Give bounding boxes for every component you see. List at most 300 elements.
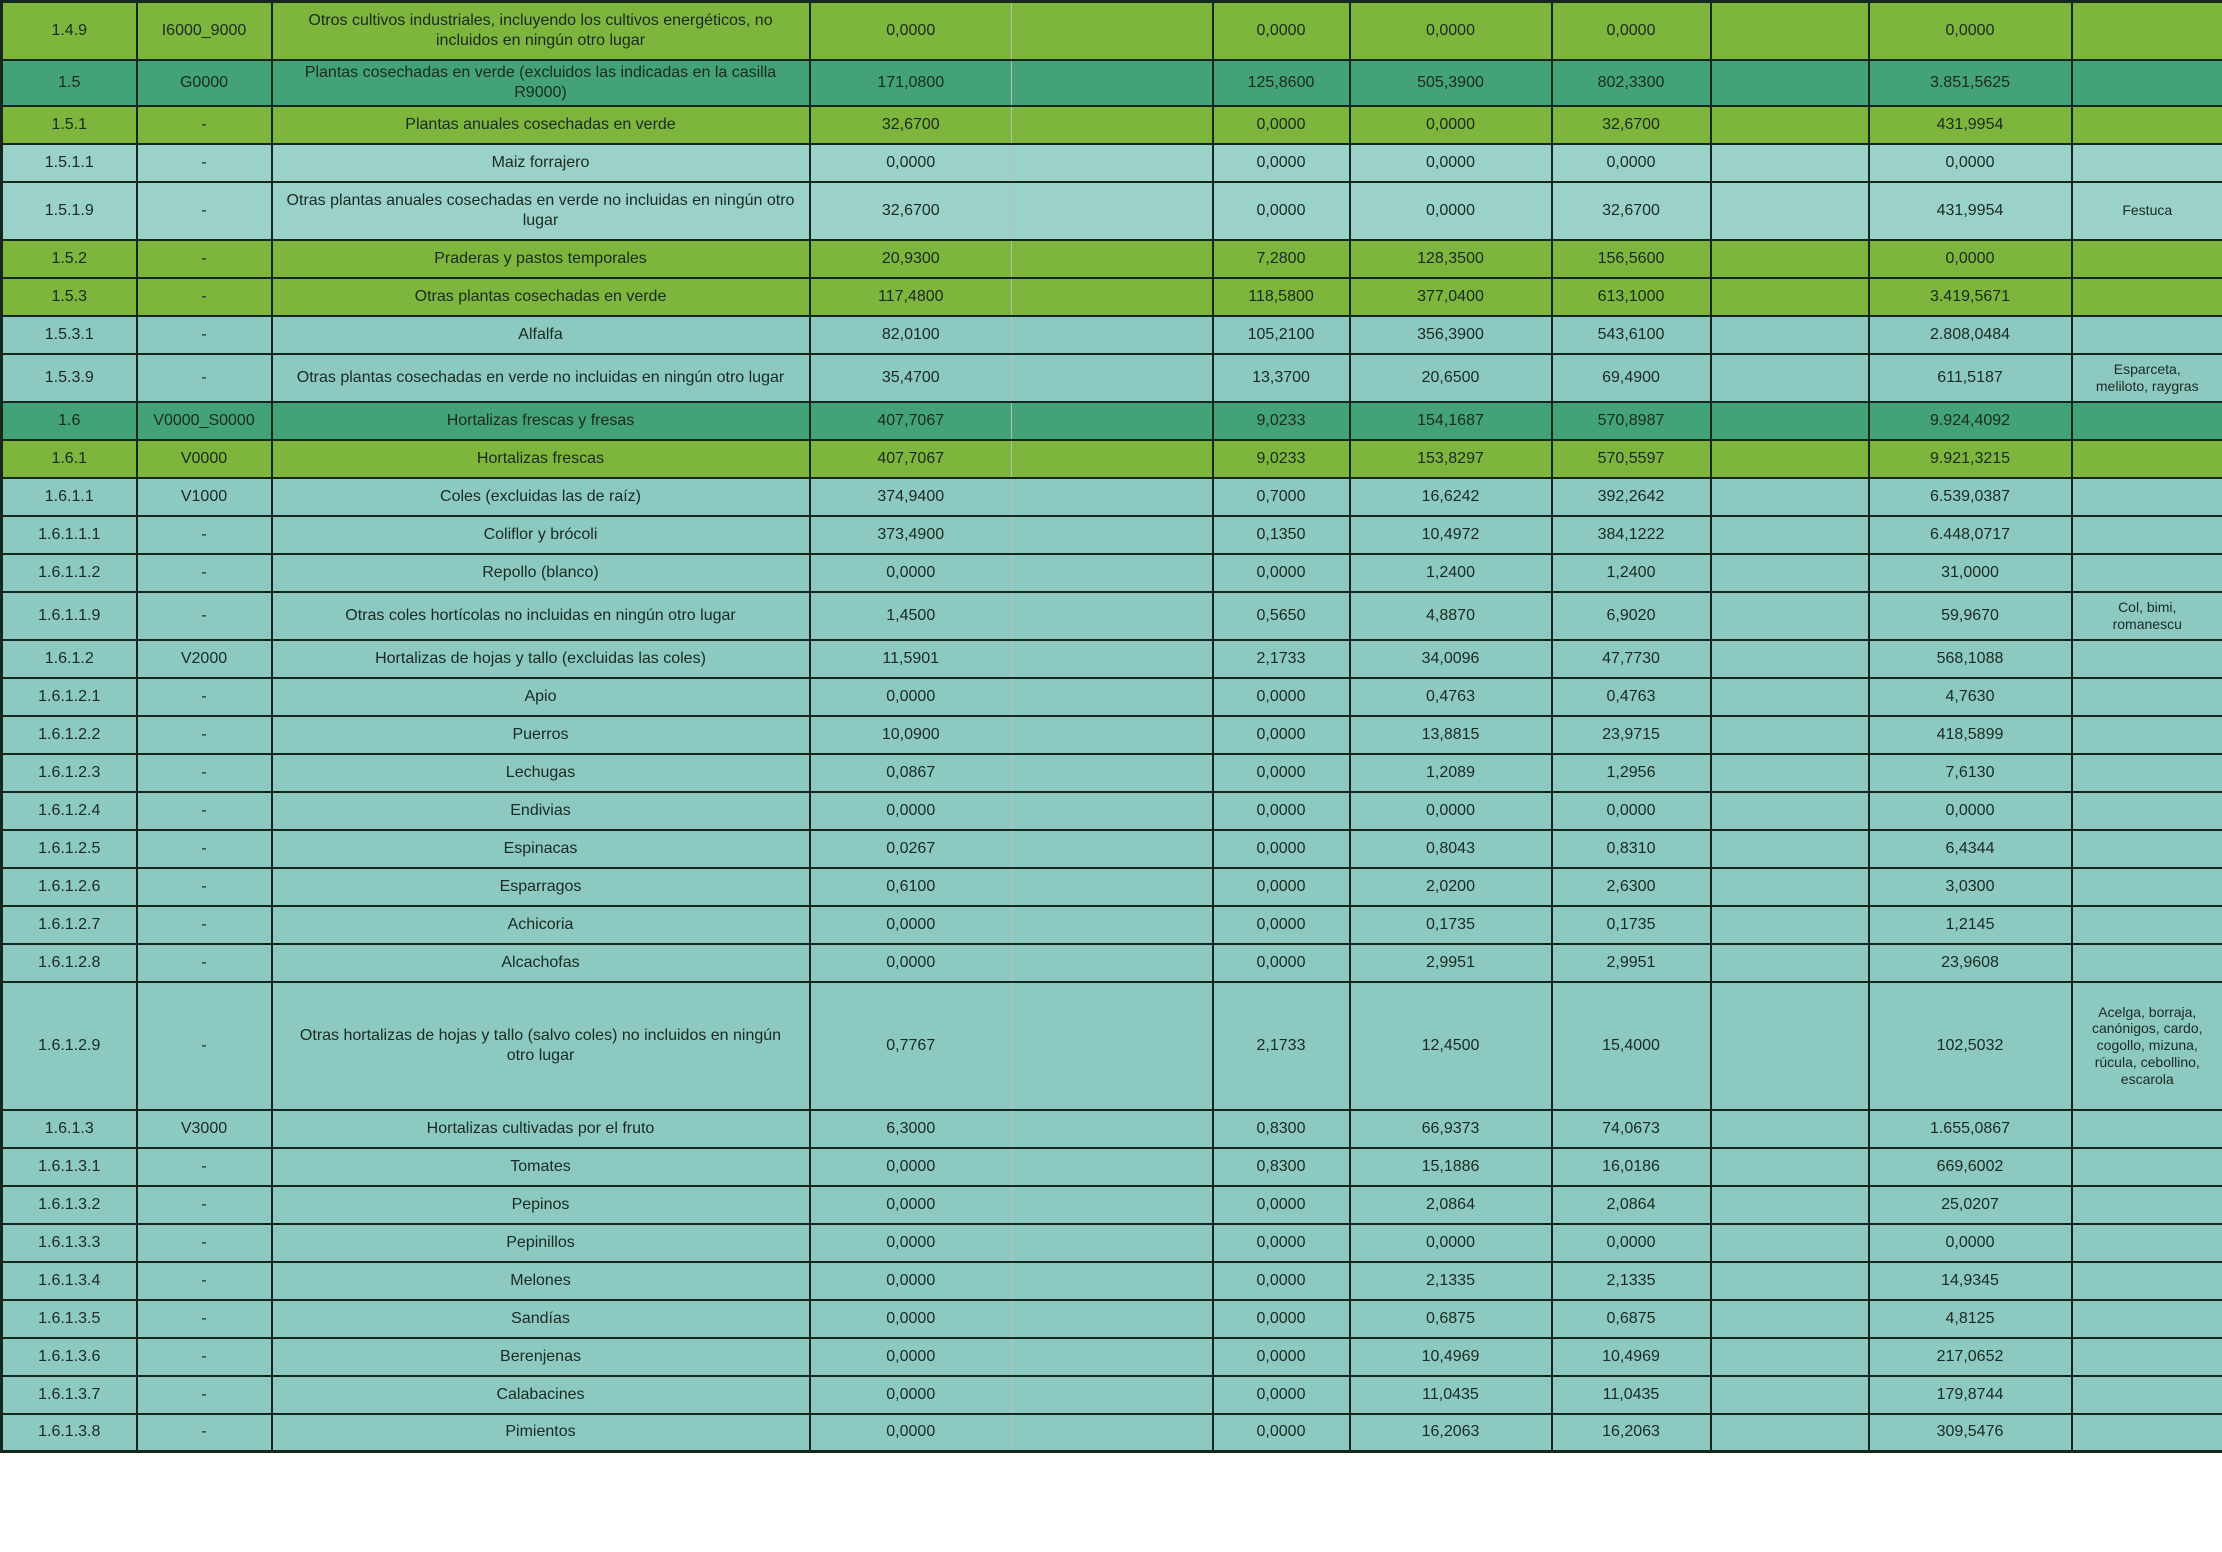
table-row <box>2 516 2222 554</box>
value-cell-1: 20,9300 <box>810 240 1012 278</box>
crop-code-cell: 1.5.1.9 <box>2 182 137 240</box>
value-cell-5: 9.921,3215 <box>1869 440 2072 478</box>
spacer-cell-1 <box>1012 1300 1213 1338</box>
crop-description-cell: Calabacines <box>272 1376 810 1414</box>
spacer-cell-2 <box>1711 830 1869 868</box>
crop-code-cell: 1.6.1.2.7 <box>2 906 137 944</box>
value-cell-3: 0,0000 <box>1350 182 1552 240</box>
value-cell-5: 4,7630 <box>1869 678 2072 716</box>
value-cell-3: 66,9373 <box>1350 1110 1552 1148</box>
spacer-cell-2 <box>1711 1224 1869 1262</box>
value-cell-3: 10,4972 <box>1350 516 1552 554</box>
observations-cell: Acelga, borraja, canónigos, cardo, cogollo, mizuna, rúcula, cebollino, escarola <box>2072 982 2222 1110</box>
value-cell-5: 0,0000 <box>1869 1224 2072 1262</box>
table-row <box>2 830 2222 868</box>
value-cell-4: 16,0186 <box>1552 1148 1711 1186</box>
spacer-cell-2 <box>1711 906 1869 944</box>
value-cell-1: 407,7067 <box>810 402 1012 440</box>
value-cell-3: 153,8297 <box>1350 440 1552 478</box>
value-cell-1: 35,4700 <box>810 354 1012 402</box>
value-cell-4: 0,1735 <box>1552 906 1711 944</box>
observations-cell <box>2072 1262 2222 1300</box>
crop-subcode-cell: - <box>137 278 272 316</box>
observations-cell <box>2072 830 2222 868</box>
spacer-cell-2 <box>1711 1148 1869 1186</box>
value-cell-1: 82,0100 <box>810 316 1012 354</box>
value-cell-5: 418,5899 <box>1869 716 2072 754</box>
spacer-cell-2 <box>1711 106 1869 144</box>
spacer-cell-1 <box>1012 982 1213 1110</box>
value-cell-4: 0,4763 <box>1552 678 1711 716</box>
value-cell-4: 1,2400 <box>1552 554 1711 592</box>
crop-code-cell: 1.6.1.1.1 <box>2 516 137 554</box>
value-cell-1: 0,0000 <box>810 1376 1012 1414</box>
crop-description-cell: Maiz forrajero <box>272 144 810 182</box>
value-cell-4: 10,4969 <box>1552 1338 1711 1376</box>
spacer-cell-1 <box>1012 2 1213 60</box>
value-cell-2: 0,7000 <box>1213 478 1350 516</box>
table-row <box>2 1110 2222 1148</box>
crop-code-cell: 1.5.1.1 <box>2 144 137 182</box>
value-cell-3: 15,1886 <box>1350 1148 1552 1186</box>
crop-description-cell: Hortalizas de hojas y tallo (excluidas las coles) <box>272 640 810 678</box>
crop-description-cell: Berenjenas <box>272 1338 810 1376</box>
value-cell-4: 47,7730 <box>1552 640 1711 678</box>
crop-subcode-cell: - <box>137 592 272 640</box>
crop-code-cell: 1.6.1 <box>2 440 137 478</box>
spacer-cell-2 <box>1711 144 1869 182</box>
spacer-cell-2 <box>1711 60 1869 106</box>
spacer-cell-1 <box>1012 792 1213 830</box>
value-cell-5: 6.448,0717 <box>1869 516 2072 554</box>
crop-subcode-cell: - <box>137 354 272 402</box>
value-cell-1: 374,9400 <box>810 478 1012 516</box>
value-cell-2: 9,0233 <box>1213 402 1350 440</box>
value-cell-5: 179,8744 <box>1869 1376 2072 1414</box>
spacer-cell-2 <box>1711 1262 1869 1300</box>
spacer-cell-2 <box>1711 516 1869 554</box>
table-row <box>2 354 2222 402</box>
crop-subcode-cell: V2000 <box>137 640 272 678</box>
value-cell-3: 356,3900 <box>1350 316 1552 354</box>
value-cell-5: 31,0000 <box>1869 554 2072 592</box>
value-cell-1: 0,0000 <box>810 1186 1012 1224</box>
crop-subcode-cell: - <box>137 106 272 144</box>
crop-subcode-cell: V0000 <box>137 440 272 478</box>
observations-cell <box>2072 278 2222 316</box>
value-cell-1: 0,0267 <box>810 830 1012 868</box>
value-cell-3: 2,1335 <box>1350 1262 1552 1300</box>
value-cell-2: 0,0000 <box>1213 1414 1350 1452</box>
spacer-cell-1 <box>1012 402 1213 440</box>
spacer-cell-1 <box>1012 554 1213 592</box>
value-cell-3: 0,0000 <box>1350 1224 1552 1262</box>
observations-cell <box>2072 754 2222 792</box>
value-cell-4: 11,0435 <box>1552 1376 1711 1414</box>
crop-description-cell: Lechugas <box>272 754 810 792</box>
observations-cell <box>2072 678 2222 716</box>
value-cell-5: 2.808,0484 <box>1869 316 2072 354</box>
crop-code-cell: 1.6.1.2.5 <box>2 830 137 868</box>
value-cell-2: 0,5650 <box>1213 592 1350 640</box>
observations-cell <box>2072 1300 2222 1338</box>
crop-code-cell: 1.6.1.2.6 <box>2 868 137 906</box>
value-cell-1: 11,5901 <box>810 640 1012 678</box>
crop-description-cell: Achicoria <box>272 906 810 944</box>
value-cell-2: 0,0000 <box>1213 106 1350 144</box>
crop-subcode-cell: - <box>137 754 272 792</box>
crop-subcode-cell: - <box>137 678 272 716</box>
crop-code-cell: 1.6.1.3.8 <box>2 1414 137 1452</box>
value-cell-1: 117,4800 <box>810 278 1012 316</box>
value-cell-2: 2,1733 <box>1213 982 1350 1110</box>
table-row <box>2 106 2222 144</box>
crop-subcode-cell: - <box>137 144 272 182</box>
value-cell-4: 32,6700 <box>1552 182 1711 240</box>
value-cell-2: 0,0000 <box>1213 830 1350 868</box>
value-cell-1: 0,0000 <box>810 678 1012 716</box>
table-row <box>2 440 2222 478</box>
crop-subcode-cell: - <box>137 1148 272 1186</box>
value-cell-4: 0,0000 <box>1552 792 1711 830</box>
crop-description-cell: Coles (excluidas las de raíz) <box>272 478 810 516</box>
value-cell-5: 3,0300 <box>1869 868 2072 906</box>
value-cell-3: 0,8043 <box>1350 830 1552 868</box>
value-cell-5: 669,6002 <box>1869 1148 2072 1186</box>
value-cell-2: 9,0233 <box>1213 440 1350 478</box>
observations-cell <box>2072 554 2222 592</box>
observations-cell <box>2072 144 2222 182</box>
crop-description-cell: Praderas y pastos temporales <box>272 240 810 278</box>
spacer-cell-2 <box>1711 792 1869 830</box>
table-row <box>2 1224 2222 1262</box>
value-cell-4: 392,2642 <box>1552 478 1711 516</box>
spacer-cell-1 <box>1012 60 1213 106</box>
value-cell-3: 0,0000 <box>1350 2 1552 60</box>
value-cell-5: 3.851,5625 <box>1869 60 2072 106</box>
value-cell-2: 7,2800 <box>1213 240 1350 278</box>
value-cell-4: 0,0000 <box>1552 2 1711 60</box>
spacer-cell-1 <box>1012 516 1213 554</box>
value-cell-1: 0,0000 <box>810 1148 1012 1186</box>
table-row <box>2 792 2222 830</box>
value-cell-2: 2,1733 <box>1213 640 1350 678</box>
crop-description-cell: Otras plantas anuales cosechadas en verde no incluidas en ningún otro lugar <box>272 182 810 240</box>
crop-code-cell: 1.6.1.2 <box>2 640 137 678</box>
observations-cell <box>2072 240 2222 278</box>
value-cell-4: 0,8310 <box>1552 830 1711 868</box>
value-cell-2: 0,0000 <box>1213 678 1350 716</box>
value-cell-4: 23,9715 <box>1552 716 1711 754</box>
observations-cell <box>2072 440 2222 478</box>
value-cell-4: 69,4900 <box>1552 354 1711 402</box>
value-cell-3: 505,3900 <box>1350 60 1552 106</box>
spacer-cell-1 <box>1012 1414 1213 1452</box>
table-row <box>2 716 2222 754</box>
value-cell-2: 0,0000 <box>1213 182 1350 240</box>
value-cell-5: 3.419,5671 <box>1869 278 2072 316</box>
spacer-cell-2 <box>1711 678 1869 716</box>
crop-description-cell: Repollo (blanco) <box>272 554 810 592</box>
table-row <box>2 1414 2222 1452</box>
observations-cell <box>2072 944 2222 982</box>
crop-description-cell: Otras coles hortícolas no incluidas en ningún otro lugar <box>272 592 810 640</box>
table-row <box>2 240 2222 278</box>
value-cell-2: 125,8600 <box>1213 60 1350 106</box>
crop-code-cell: 1.6.1.1 <box>2 478 137 516</box>
value-cell-5: 217,0652 <box>1869 1338 2072 1376</box>
crop-code-cell: 1.6.1.3.5 <box>2 1300 137 1338</box>
value-cell-4: 6,9020 <box>1552 592 1711 640</box>
value-cell-5: 23,9608 <box>1869 944 2072 982</box>
spacer-cell-1 <box>1012 240 1213 278</box>
crop-description-cell: Coliflor y brócoli <box>272 516 810 554</box>
crops-table-body <box>2 2 2222 1452</box>
observations-cell <box>2072 716 2222 754</box>
crop-code-cell: 1.4.9 <box>2 2 137 60</box>
spacer-cell-1 <box>1012 944 1213 982</box>
value-cell-1: 0,0867 <box>810 754 1012 792</box>
spacer-cell-1 <box>1012 1186 1213 1224</box>
observations-cell <box>2072 316 2222 354</box>
spacer-cell-2 <box>1711 440 1869 478</box>
value-cell-5: 309,5476 <box>1869 1414 2072 1452</box>
observations-cell <box>2072 106 2222 144</box>
spacer-cell-2 <box>1711 278 1869 316</box>
crop-subcode-cell: V0000_S0000 <box>137 402 272 440</box>
observations-cell <box>2072 1110 2222 1148</box>
crop-description-cell: Hortalizas frescas y fresas <box>272 402 810 440</box>
crop-description-cell: Puerros <box>272 716 810 754</box>
spacer-cell-2 <box>1711 1110 1869 1148</box>
spacer-cell-2 <box>1711 716 1869 754</box>
table-row <box>2 478 2222 516</box>
value-cell-5: 568,1088 <box>1869 640 2072 678</box>
value-cell-4: 0,6875 <box>1552 1300 1711 1338</box>
crop-subcode-cell: - <box>137 1338 272 1376</box>
value-cell-3: 13,8815 <box>1350 716 1552 754</box>
crop-description-cell: Espinacas <box>272 830 810 868</box>
observations-cell: Festuca <box>2072 182 2222 240</box>
crop-subcode-cell: - <box>137 906 272 944</box>
table-row <box>2 944 2222 982</box>
value-cell-3: 34,0096 <box>1350 640 1552 678</box>
value-cell-5: 7,6130 <box>1869 754 2072 792</box>
table-row <box>2 2 2222 60</box>
table-row <box>2 1376 2222 1414</box>
crop-code-cell: 1.6.1.2.8 <box>2 944 137 982</box>
value-cell-3: 1,2089 <box>1350 754 1552 792</box>
value-cell-1: 373,4900 <box>810 516 1012 554</box>
value-cell-3: 0,0000 <box>1350 106 1552 144</box>
value-cell-2: 105,2100 <box>1213 316 1350 354</box>
crop-code-cell: 1.5.1 <box>2 106 137 144</box>
value-cell-4: 16,2063 <box>1552 1414 1711 1452</box>
spacer-cell-1 <box>1012 478 1213 516</box>
value-cell-3: 1,2400 <box>1350 554 1552 592</box>
crop-subcode-cell: - <box>137 1300 272 1338</box>
table-row <box>2 1262 2222 1300</box>
crop-code-cell: 1.6.1.3.3 <box>2 1224 137 1262</box>
crop-description-cell: Melones <box>272 1262 810 1300</box>
table-row <box>2 402 2222 440</box>
value-cell-1: 0,0000 <box>810 1414 1012 1452</box>
crop-description-cell: Plantas cosechadas en verde (excluidos las indicadas en la casilla R9000) <box>272 60 810 106</box>
spacer-cell-1 <box>1012 278 1213 316</box>
value-cell-1: 0,0000 <box>810 144 1012 182</box>
crop-code-cell: 1.6.1.3 <box>2 1110 137 1148</box>
spacer-cell-2 <box>1711 478 1869 516</box>
crop-description-cell: Otras plantas cosechadas en verde no incluidas en ningún otro lugar <box>272 354 810 402</box>
spacer-cell-2 <box>1711 1338 1869 1376</box>
value-cell-3: 20,6500 <box>1350 354 1552 402</box>
value-cell-2: 0,0000 <box>1213 2 1350 60</box>
crop-subcode-cell: G0000 <box>137 60 272 106</box>
value-cell-4: 613,1000 <box>1552 278 1711 316</box>
value-cell-3: 0,6875 <box>1350 1300 1552 1338</box>
spacer-cell-2 <box>1711 1414 1869 1452</box>
crop-description-cell: Plantas anuales cosechadas en verde <box>272 106 810 144</box>
spacer-cell-1 <box>1012 1148 1213 1186</box>
value-cell-1: 0,0000 <box>810 554 1012 592</box>
spacer-cell-2 <box>1711 1186 1869 1224</box>
value-cell-3: 2,0200 <box>1350 868 1552 906</box>
value-cell-1: 0,0000 <box>810 1338 1012 1376</box>
table-row <box>2 868 2222 906</box>
value-cell-5: 9.924,4092 <box>1869 402 2072 440</box>
crop-code-cell: 1.5.3 <box>2 278 137 316</box>
value-cell-3: 16,2063 <box>1350 1414 1552 1452</box>
crop-subcode-cell: - <box>137 1376 272 1414</box>
value-cell-2: 0,0000 <box>1213 144 1350 182</box>
value-cell-4: 2,9951 <box>1552 944 1711 982</box>
spacer-cell-2 <box>1711 1300 1869 1338</box>
spacer-cell-2 <box>1711 982 1869 1110</box>
crop-code-cell: 1.6.1.3.2 <box>2 1186 137 1224</box>
observations-cell <box>2072 402 2222 440</box>
value-cell-3: 11,0435 <box>1350 1376 1552 1414</box>
spacer-cell-1 <box>1012 354 1213 402</box>
spacer-cell-1 <box>1012 868 1213 906</box>
value-cell-5: 59,9670 <box>1869 592 2072 640</box>
crop-description-cell: Sandías <box>272 1300 810 1338</box>
crop-subcode-cell: - <box>137 830 272 868</box>
spacer-cell-1 <box>1012 144 1213 182</box>
value-cell-4: 543,6100 <box>1552 316 1711 354</box>
table-row <box>2 316 2222 354</box>
crop-description-cell: Pepinos <box>272 1186 810 1224</box>
crop-description-cell: Tomates <box>272 1148 810 1186</box>
spacer-cell-2 <box>1711 354 1869 402</box>
crop-code-cell: 1.5.2 <box>2 240 137 278</box>
crop-description-cell: Otros cultivos industriales, incluyendo los cultivos energéticos, no incluidos en ningún otro lugar <box>272 2 810 60</box>
spacer-cell-2 <box>1711 2 1869 60</box>
spacer-cell-1 <box>1012 316 1213 354</box>
observations-cell <box>2072 906 2222 944</box>
table-row <box>2 592 2222 640</box>
value-cell-1: 0,0000 <box>810 906 1012 944</box>
value-cell-5: 25,0207 <box>1869 1186 2072 1224</box>
value-cell-4: 1,2956 <box>1552 754 1711 792</box>
spacer-cell-2 <box>1711 316 1869 354</box>
observations-cell <box>2072 2 2222 60</box>
crop-description-cell: Alfalfa <box>272 316 810 354</box>
crop-subcode-cell: - <box>137 716 272 754</box>
value-cell-5: 6.539,0387 <box>1869 478 2072 516</box>
value-cell-1: 0,7767 <box>810 982 1012 1110</box>
value-cell-2: 0,0000 <box>1213 1262 1350 1300</box>
value-cell-2: 0,0000 <box>1213 1186 1350 1224</box>
observations-cell <box>2072 640 2222 678</box>
spacer-cell-2 <box>1711 240 1869 278</box>
value-cell-2: 0,0000 <box>1213 1376 1350 1414</box>
value-cell-5: 4,8125 <box>1869 1300 2072 1338</box>
observations-cell <box>2072 516 2222 554</box>
value-cell-4: 2,6300 <box>1552 868 1711 906</box>
crop-description-cell: Pepinillos <box>272 1224 810 1262</box>
crop-code-cell: 1.6 <box>2 402 137 440</box>
crop-code-cell: 1.6.1.3.6 <box>2 1338 137 1376</box>
crop-subcode-cell: - <box>137 1414 272 1452</box>
observations-cell: Esparceta, meliloto, raygras <box>2072 354 2222 402</box>
crop-description-cell: Esparragos <box>272 868 810 906</box>
value-cell-4: 0,0000 <box>1552 144 1711 182</box>
crop-subcode-cell: - <box>137 1186 272 1224</box>
value-cell-3: 2,0864 <box>1350 1186 1552 1224</box>
crop-subcode-cell: I6000_9000 <box>137 2 272 60</box>
spacer-cell-1 <box>1012 1338 1213 1376</box>
value-cell-2: 0,0000 <box>1213 554 1350 592</box>
crop-code-cell: 1.6.1.2.2 <box>2 716 137 754</box>
value-cell-1: 0,0000 <box>810 1224 1012 1262</box>
value-cell-2: 0,0000 <box>1213 1224 1350 1262</box>
value-cell-1: 0,0000 <box>810 1300 1012 1338</box>
observations-cell <box>2072 1224 2222 1262</box>
value-cell-2: 0,0000 <box>1213 716 1350 754</box>
table-row <box>2 554 2222 592</box>
value-cell-4: 32,6700 <box>1552 106 1711 144</box>
value-cell-4: 802,3300 <box>1552 60 1711 106</box>
value-cell-5: 1.655,0867 <box>1869 1110 2072 1148</box>
value-cell-1: 407,7067 <box>810 440 1012 478</box>
value-cell-5: 1,2145 <box>1869 906 2072 944</box>
value-cell-5: 6,4344 <box>1869 830 2072 868</box>
crop-description-cell: Otras hortalizas de hojas y tallo (salvo coles) no incluidos en ningún otro lugar <box>272 982 810 1110</box>
table-row <box>2 1186 2222 1224</box>
spacer-cell-2 <box>1711 640 1869 678</box>
observations-cell <box>2072 1338 2222 1376</box>
crop-description-cell: Otras plantas cosechadas en verde <box>272 278 810 316</box>
crop-code-cell: 1.6.1.3.4 <box>2 1262 137 1300</box>
spacer-cell-1 <box>1012 906 1213 944</box>
value-cell-4: 2,1335 <box>1552 1262 1711 1300</box>
value-cell-2: 0,0000 <box>1213 944 1350 982</box>
crop-description-cell: Pimientos <box>272 1414 810 1452</box>
value-cell-3: 12,4500 <box>1350 982 1552 1110</box>
table-row <box>2 906 2222 944</box>
value-cell-3: 10,4969 <box>1350 1338 1552 1376</box>
spacer-cell-2 <box>1711 868 1869 906</box>
value-cell-3: 0,1735 <box>1350 906 1552 944</box>
crop-code-cell: 1.6.1.2.4 <box>2 792 137 830</box>
observations-cell: Col, bimi, romanescu <box>2072 592 2222 640</box>
value-cell-1: 171,0800 <box>810 60 1012 106</box>
crop-code-cell: 1.5.3.1 <box>2 316 137 354</box>
crop-code-cell: 1.6.1.1.2 <box>2 554 137 592</box>
value-cell-3: 16,6242 <box>1350 478 1552 516</box>
value-cell-2: 0,0000 <box>1213 754 1350 792</box>
spacer-cell-2 <box>1711 182 1869 240</box>
